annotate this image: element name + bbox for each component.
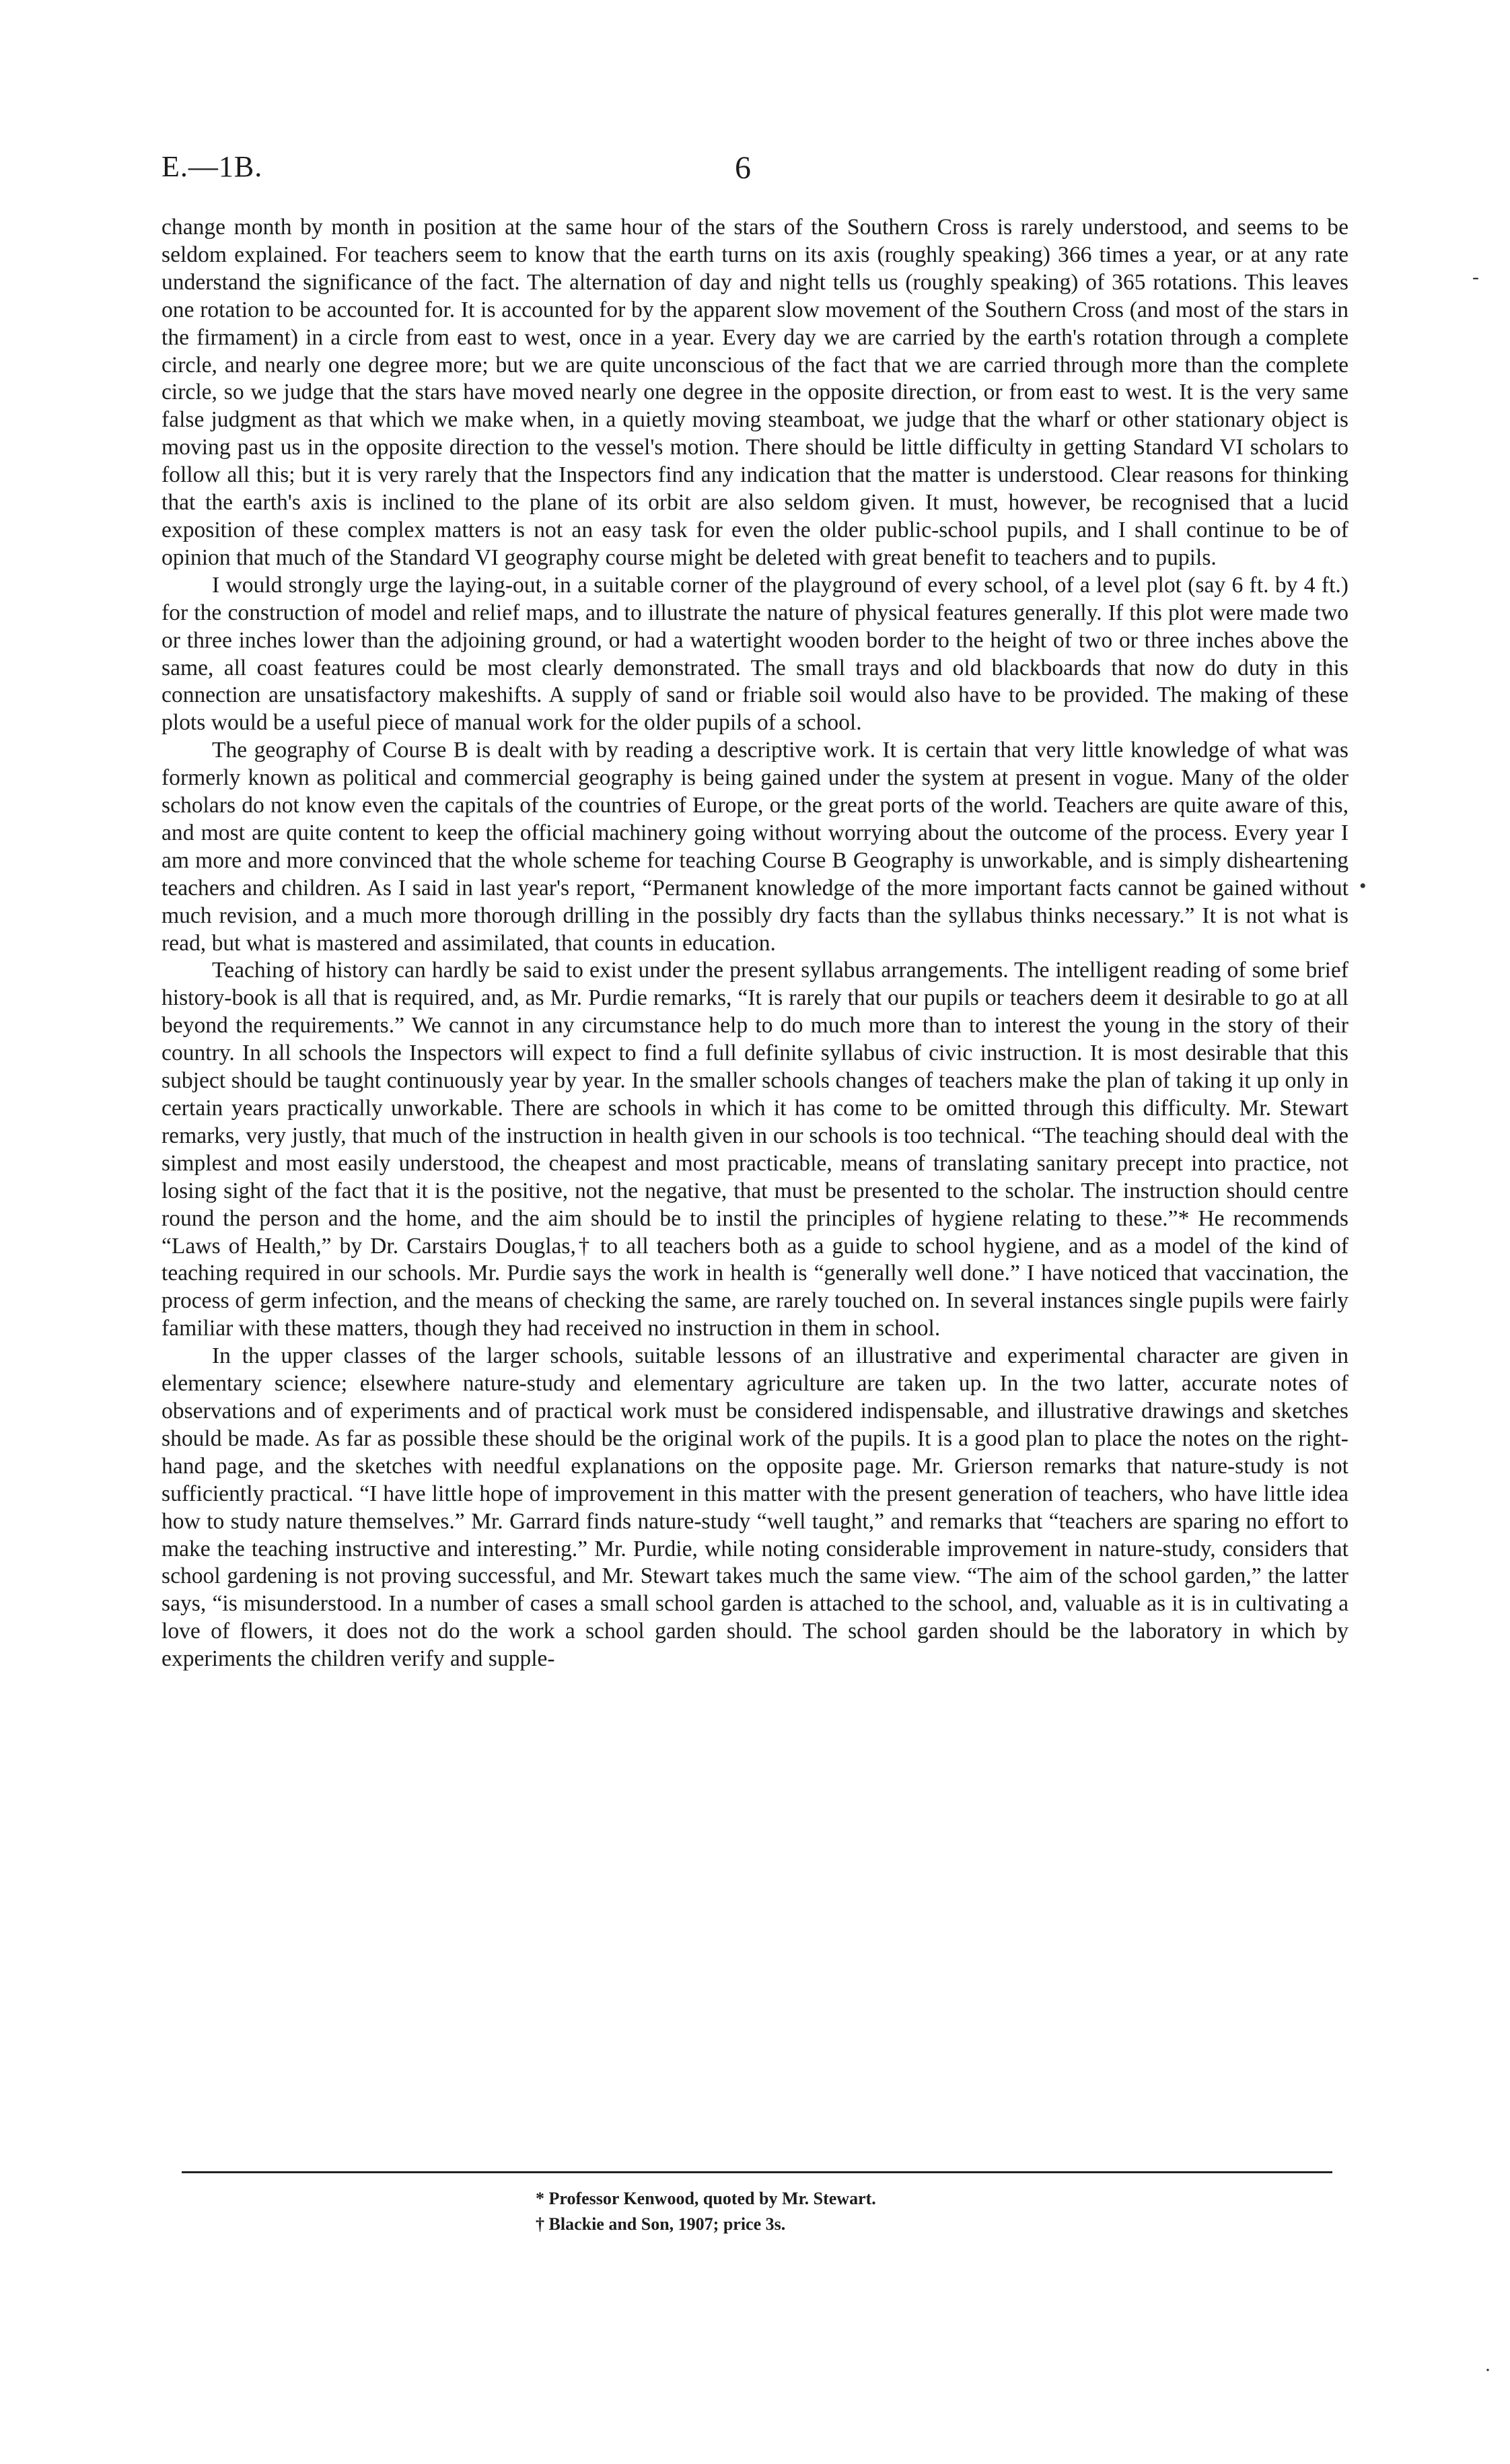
- footnotes: [536, 2186, 1141, 2237]
- paragraph-history-health: Teaching of history can hardly be said to exist under the present syllabus arrangements. The intelligent reading of some brief history-book is all that is required, and, as Mr. Purdie remarks, “It is rarely that our pupils or teachers deem it desirable to go at all beyond the requirements.” We cannot in any circumstance help to do much more than to interest the young in the story of their country. In all schools the Inspectors will expect to find a full definite syllabus of civic instruction. It is most desirable that this subject should be taught continuously year by year. In the smaller schools changes of teachers make the plan of taking it up only in certain years practically unworkable. There are schools in which it has come to be omitted through this difficulty. Mr. Stewart remarks, very justly, that much of the instruction in health given in our schools is too technical. “The teaching should deal with the simplest and most easily understood, the cheapest and most practicable, means of translating sanitary precept into practice, not losing sight of the fact that it is the positive, not the negative, that must be presented to the scholar. The instruction should centre round the person and the home, and the aim should be to instil the principles of hygiene relating to these.”* He recommends “Laws of Health,” by Dr. Carstairs Douglas,† to all teachers both as a guide to school hygiene, and as a model of the kind of teaching required in our schools. Mr. Purdie says the work in health is “generally well done.” I have noticed that vaccination, the process of germ infection, and the means of checking the same, are rarely touched on. In several instances single pupils were fairly familiar with these matters, though they had received no instruction in them in school.: [161, 958, 1349, 1341]
- margin-mark-dot: •: [1359, 875, 1367, 897]
- paragraph-nature-study: In the upper classes of the larger schools, suitable lessons of an illustrative and experimental character are given in elementary science; elsewhere nature-study and elementary agriculture are taken up. In the two latter, accurate notes of observations and of experiments and of practical work must be considered indispensable, and illustrative drawings and sketches should be made. As far as possible these should be the original work of the pupils. It is a good plan to place the notes on the right-hand page, and the sketches with needful explanations on the opposite page. Mr. Grierson remarks that nature-study is not sufficiently practical. “I have little hope of improvement in this matter with the present generation of teachers, who have little idea how to study nature themselves.” Mr. Garrard finds nature-study “well taught,” and remarks that “teachers are sparing no effort to make the teaching instructive and interesting.” Mr. Purdie, while noting considerable improvement in nature-study, considers that school gardening is not proving successful, and Mr. Stewart takes much the same view. “The aim of the school garden,” the latter says, “is misunderstood. In a number of cases a small school garden is attached to the school, and, valuable as it is in cultivating a love of flowers, it does not do the work a school garden should. The school garden should be the laboratory in which by experiments the children verify and supple-: [161, 1343, 1349, 1672]
- body-text: [161, 214, 1349, 1673]
- footnote-blackie: † Blackie and Son, 1907; price 3s.: [536, 2214, 786, 2234]
- paragraph-geography-course-b: The geography of Course B is dealt with by reading a descriptive work. It is certain that very little knowledge of what was formerly known as political and commercial geography is being gained under the system at present in vogue. Many of the older scholars do not know even the capitals of the countries of Europe, or the great ports of the world. Teachers are quite aware of this, and most are quite content to keep the official machinery going without worrying about the outcome of the process. Every year I am more and more convinced that the whole scheme for teaching Course B Geography is unworkable, and is simply disheartening teachers and children. As I said in last year's report, “Permanent knowledge of the more important facts cannot be gained without much revision, and a much more thorough drilling in the possibly dry facts than the syllabus thinks necessary.” It is not what is read, but what is mastered and assimilated, that counts in education.: [161, 738, 1349, 956]
- margin-mark-corner: ·: [1484, 2359, 1491, 2381]
- page-number: 6: [735, 150, 751, 186]
- paragraph-relief-maps: I would strongly urge the laying-out, in a suitable corner of the playground of every school, of a level plot (say 6 ft. by 4 ft.) for the construction of model and relief maps, and to illustrate the nature of physical features generally. If this plot were made two or three inches lower than the adjoining ground, or had a watertight wooden border to the height of two or three inches above the same, all coast features could be most clearly demonstrated. The small trays and old blackboards that now do duty in this connection are unsatisfactory makeshifts. A supply of sand or friable soil would also have to be provided. The making of these plots would be a useful piece of manual work for the older pupils of a school.: [161, 572, 1349, 736]
- document-reference: E.—1B.: [161, 150, 263, 183]
- margin-mark-dash: -: [1472, 266, 1479, 288]
- footnote-kenwood: * Professor Kenwood, quoted by Mr. Stewart.: [536, 2189, 876, 2208]
- paragraph-astronomy: change month by month in position at the same hour of the stars of the Southern Cross is rarely understood, and seems to be seldom explained. For teachers seem to know that the earth turns on its axis (roughly speaking) 366 times a year, or at any rate understand the significance of the fact. The alternation of day and night tells us (roughly speaking) of 365 rotations. This leaves one rotation to be accounted for. It is accounted for by the apparent slow movement of the Southern Cross (and most of the stars in the firmament) in a circle from east to west, once in a year. Every day we are carried by the earth's rotation through a complete circle, and nearly one degree more; but we are quite unconscious of the fact that we are carried through more than the complete circle, so we judge that the stars have moved nearly one degree in the opposite direction, or from east to west. It is the very same false judgment as that which we make when, in a quietly moving steamboat, we judge that the wharf or other stationary object is moving past us in the opposite direction to the vessel's motion. There should be little difficulty in getting Standard VI scholars to follow all this; but it is very rarely that the Inspectors find any indication that the matter is understood. Clear reasons for thinking that the earth's axis is inclined to the plane of its orbit are also seldom given. It must, however, be recognised that a lucid exposition of these complex matters is not an easy task for even the older public-school pupils, and I shall continue to be of opinion that much of the Standard VI geography course might be deleted with great benefit to teachers and to pupils.: [161, 215, 1349, 570]
- footnote-rule: [182, 2171, 1332, 2173]
- page-header: [161, 149, 1349, 197]
